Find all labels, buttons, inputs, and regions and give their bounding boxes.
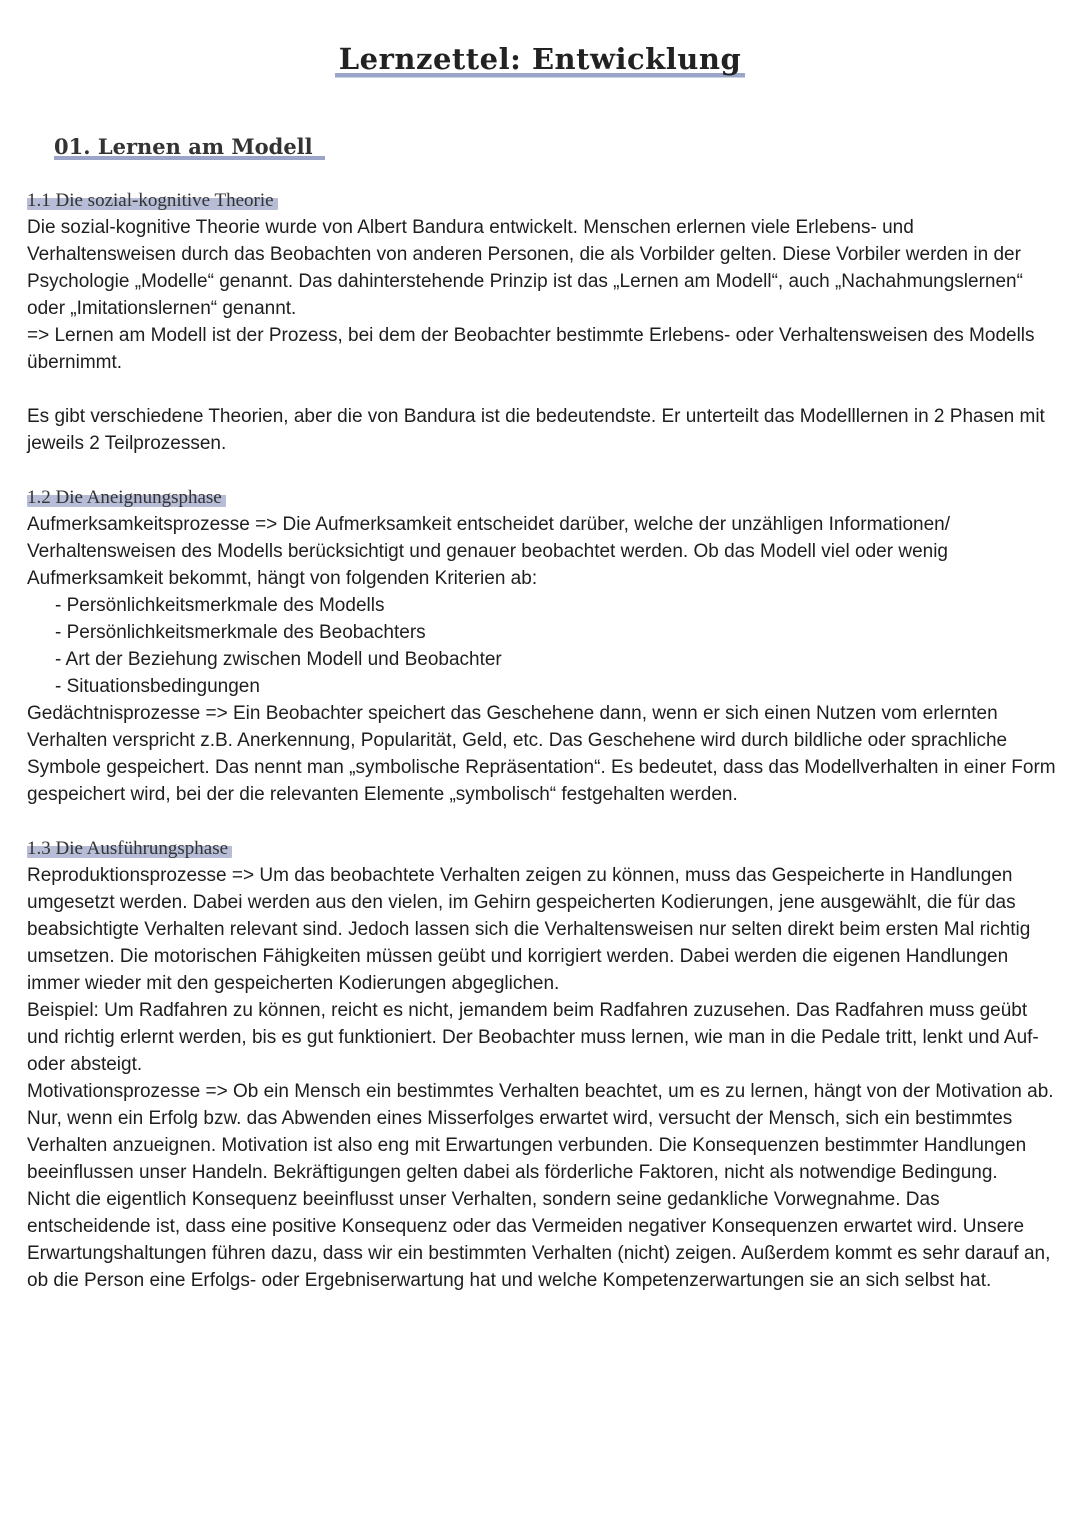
paragraph: => Lernen am Modell ist der Prozess, bei dem der Beobachter bestimmte Erlebens- oder Verhaltensweisen des Modells übernimmt. [27,325,1035,373]
section-heading: 01. Lernen am Modell [54,134,325,161]
paragraph: Die sozial-kognitive Theorie wurde von Albert Bandura entwickelt. Menschen erlernen viele Erlebens- und Verhaltensweisen durch das Beobachten von anderen Personen, die als Vorbilder gelten. Diese Vorbiler werden in der Psychologie „Modelle“ genannt. Das dahinterstehende Prinzip ist das „Lernen am Modell“, auch „Nachahmungslernen“ oder „Imitationslernen“ genannt. [27,217,1023,319]
paragraph: Es gibt verschiedene Theorien, aber die von Bandura ist die bedeutendste. Er unterteilt das Modelllernen in 2 Phasen mit jeweils 2 Teilprozessen. [27,406,1045,454]
subheading-1-3: 1.3 Die Ausführungsphase [27,835,232,862]
criteria-list [27,592,1057,700]
subheading-1-1: 1.1 Die sozial-kognitive Theorie [27,187,278,214]
spacer [27,376,1057,403]
paragraph: Reproduktionsprozesse => Um das beobachtete Verhalten zeigen zu können, muss das Gespeicherte in Handlungen umgesetzt werden. Dabei werden aus den vielen, im Gehirn gespeicherten Kodierungen, jene ausgewählt, die für das beabsichtigte Verhalten relevant sind. Jedoch lassen sich die Verhaltensweisen nur selten direkt beim ersten Mal richtig umsetzen. Die motorischen Fähigkeiten müssen geübt und korrigiert werden. Dabei werden die eigenen Handlungen immer wieder mit den gespeicherten Kodierungen abgeglichen. [27,865,1031,994]
spacer [27,457,1057,484]
paragraph: Aufmerksamkeitsprozesse => Die Aufmerksamkeit entscheidet darüber, welche der unzähligen Informationen/ Verhaltensweisen des Modells berücksichtigt und genauer beobachtet werden. Ob das Modell viel oder wenig Aufmerksamkeit bekommt, hängt von folgenden Kriterien ab: [27,514,951,589]
title-container [0,42,1080,79]
list-item: - Persönlichkeitsmerkmale des Beobachters [55,622,426,643]
subheading-1-2: 1.2 Die Aneignungsphase [27,484,226,511]
list-item: - Persönlichkeitsmerkmale des Modells [55,595,385,616]
spacer [27,808,1057,835]
list-item: - Situationsbedingungen [55,676,260,697]
paragraph: Motivationsprozesse => Ob ein Mensch ein bestimmtes Verhalten beachtet, um es zu lernen, hängt von der Motivation ab. Nur, wenn ein Erfolg bzw. das Abwenden eines Misserfolges erwartet wird, versucht der Mensch, sich ein bestimmtes Verhalten anzueignen. Motivation ist also eng mit Erwartungen verbunden. Die Konsequenzen bestimmter Handlungen beeinflussen unser Handeln. Bekräftigungen gelten dabei als förderliche Faktoren, nicht als notwendige Bedingung. [27,1081,1054,1183]
paragraph: Beispiel: Um Radfahren zu können, reicht es nicht, jemandem beim Radfahren zuzusehen. Das Radfahren muss geübt und richtig erlernt werden, bis es gut funktioniert. Der Beobachter muss lernen, wie man in die Pedale tritt, lenkt und Auf- oder absteigt. [27,1000,1039,1075]
paragraph: Nicht die eigentlich Konsequenz beeinflusst unser Verhalten, sondern seine gedankliche Vorwegnahme. Das entscheidende ist, dass eine positive Konsequenz oder das Vermeiden negativer Konsequenzen erwartet wird. Unsere Erwartungshaltungen führen dazu, dass wir ein bestimmten Verhalten (nicht) zeigen. Außerdem kommt es sehr darauf an, ob die Person eine Erfolgs- oder Ergebniserwartung hat und welche Kompetenzerwartungen sie an sich selbst hat. [27,1189,1051,1291]
page-title: Lernzettel: Entwicklung [335,42,745,79]
document-body [27,187,1057,1294]
list-item: - Art der Beziehung zwischen Modell und Beobachter [55,649,502,670]
paragraph: Gedächtnisprozesse => Ein Beobachter speichert das Geschehene dann, wenn er sich einen Nutzen vom erlernten Verhalten verspricht z.B. Anerkennung, Popularität, Geld, etc. Das Geschehene wird durch bildliche oder sprachliche Symbole gespeichert. Das nennt man „symbolische Repräsentation“. Es bedeutet, dass das Modellverhalten in einer Form gespeichert wird, bei der die relevanten Elemente „symbolisch“ festgehalten werden. [27,703,1056,805]
